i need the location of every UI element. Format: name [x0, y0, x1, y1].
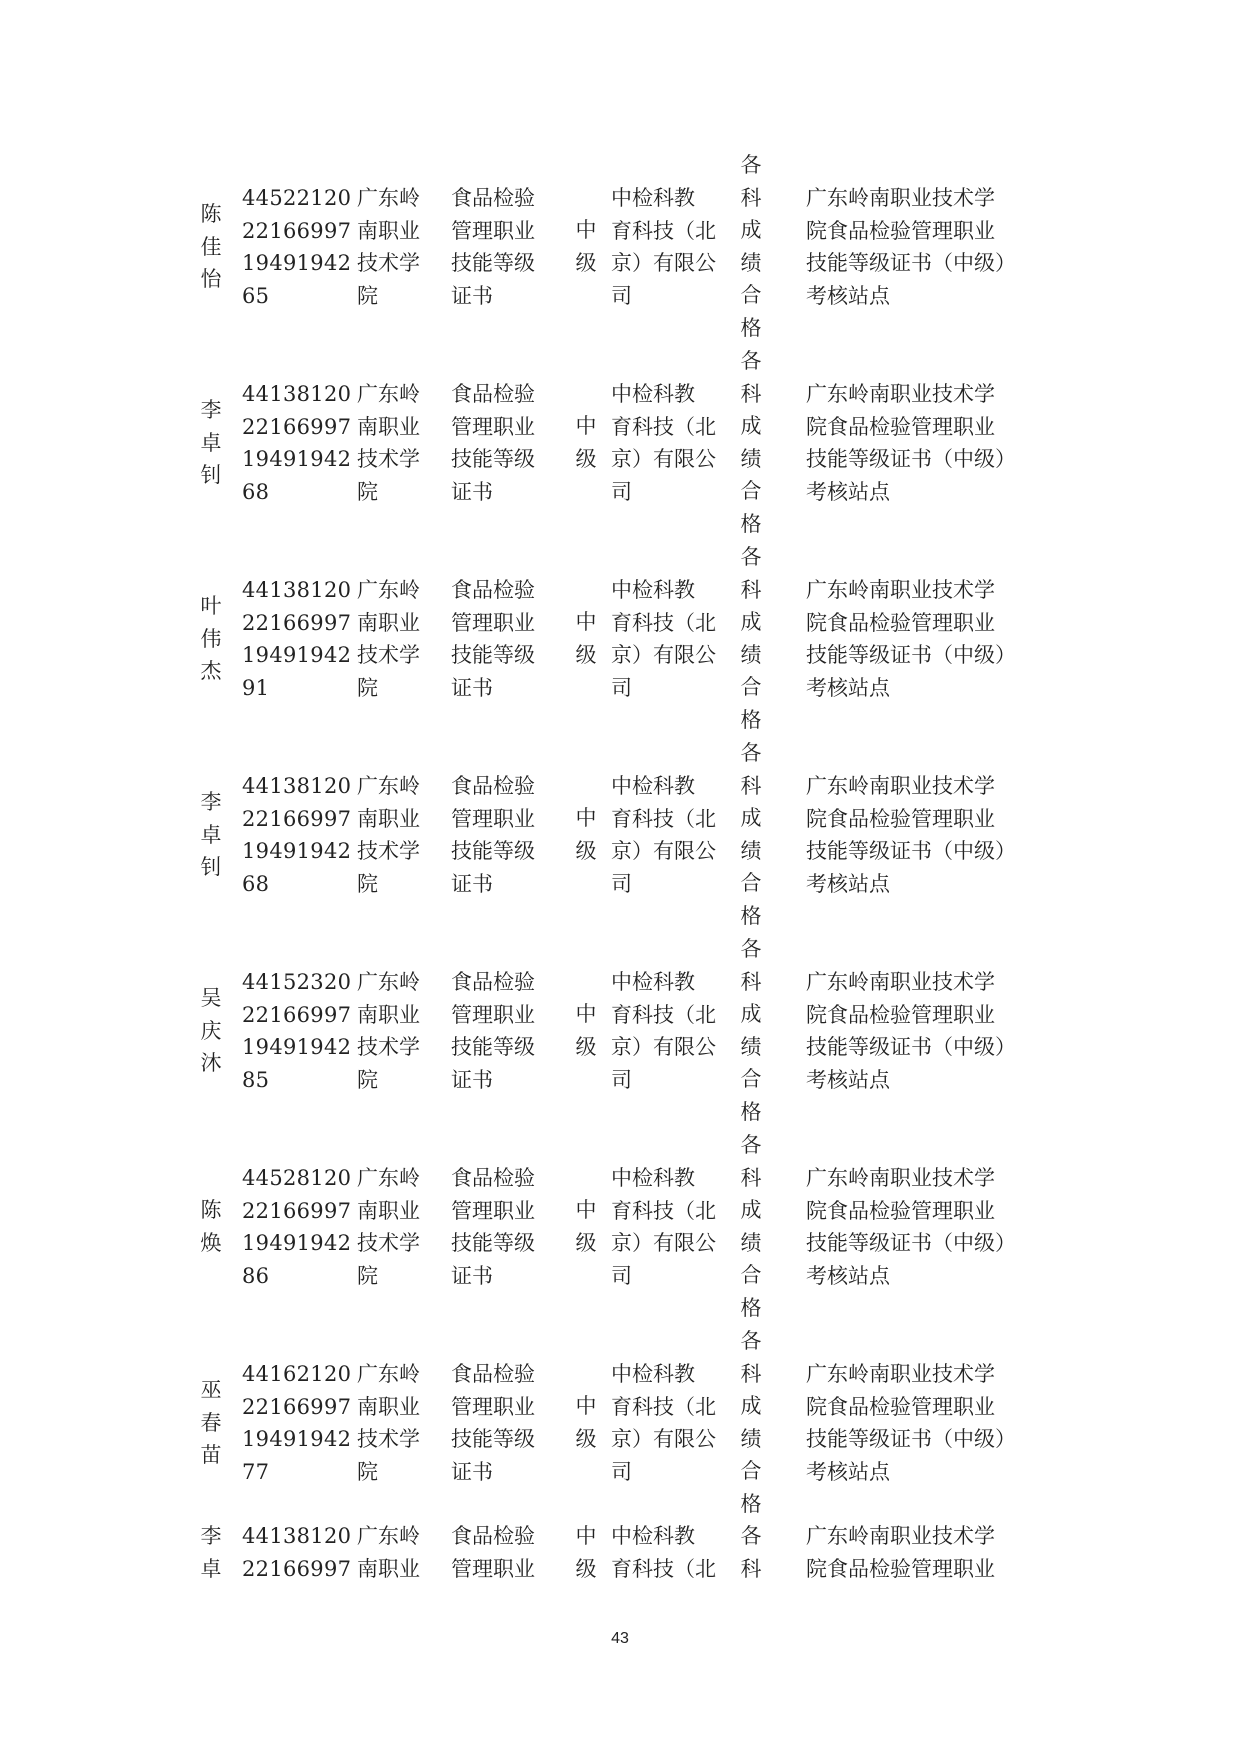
result-cell: 各 科 成 绩 合 格: [740, 349, 762, 536]
name-cell: 李 卓 钊: [200, 790, 222, 879]
page-number: 43: [611, 1630, 629, 1647]
id-number-cell: 44138120 22166997 19491942 68: [242, 774, 352, 896]
exam-site-cell: 广东岭南职业技术学 院食品检验管理职业: [806, 1524, 995, 1581]
school-cell: 广东岭 南职业 技术学 院: [357, 774, 420, 896]
organization-cell: 中检科教 育科技（北: [611, 1524, 716, 1581]
organization-cell: 中检科教 育科技（北 京）有限公 司: [611, 382, 716, 504]
certificate-cell: 食品检验 管理职业 技能等级 证书: [451, 774, 535, 896]
certificate-cell: 食品检验 管理职业 技能等级 证书: [451, 186, 535, 308]
certificate-cell: 食品检验 管理职业 技能等级 证书: [451, 382, 535, 504]
name-cell: 李 卓 钊: [200, 398, 222, 487]
school-cell: 广东岭 南职业 技术学 院: [357, 1166, 420, 1288]
school-cell: 广东岭 南职业 技术学 院: [357, 382, 420, 504]
level-cell: 中 级: [575, 218, 597, 275]
level-cell: 中 级: [575, 1002, 597, 1059]
level-cell: 中 级: [575, 806, 597, 863]
school-cell: 广东岭 南职业 技术学 院: [357, 1362, 420, 1484]
exam-site-cell: 广东岭南职业技术学 院食品检验管理职业 技能等级证书（中级） 考核站点: [806, 1166, 1016, 1288]
school-cell: 广东岭 南职业 技术学 院: [357, 186, 420, 308]
result-cell: 各 科 成 绩 合 格: [740, 1329, 762, 1516]
name-cell: 叶 伟 杰: [200, 594, 222, 683]
exam-site-cell: 广东岭南职业技术学 院食品检验管理职业 技能等级证书（中级） 考核站点: [806, 578, 1016, 700]
level-cell: 中 级: [575, 1198, 597, 1255]
name-cell: 李 卓: [200, 1524, 222, 1581]
school-cell: 广东岭 南职业 技术学 院: [357, 578, 420, 700]
result-cell: 各 科 成 绩 合 格: [740, 153, 762, 340]
certificate-cell: 食品检验 管理职业: [451, 1524, 535, 1581]
level-cell: 中 级: [575, 414, 597, 471]
name-cell: 陈 佳 怡: [200, 202, 222, 291]
result-cell: 各 科 成 绩 合 格: [740, 937, 762, 1124]
school-cell: 广东岭 南职业 技术学 院: [357, 970, 420, 1092]
exam-site-cell: 广东岭南职业技术学 院食品检验管理职业 技能等级证书（中级） 考核站点: [806, 774, 1016, 896]
id-number-cell: 44138120 22166997: [242, 1524, 352, 1581]
id-number-cell: 44162120 22166997 19491942 77: [242, 1362, 352, 1484]
id-number-cell: 44528120 22166997 19491942 86: [242, 1166, 352, 1288]
result-cell: 各 科 成 绩 合 格: [740, 741, 762, 928]
organization-cell: 中检科教 育科技（北 京）有限公 司: [611, 774, 716, 896]
organization-cell: 中检科教 育科技（北 京）有限公 司: [611, 970, 716, 1092]
exam-site-cell: 广东岭南职业技术学 院食品检验管理职业 技能等级证书（中级） 考核站点: [806, 1362, 1016, 1484]
exam-site-cell: 广东岭南职业技术学 院食品检验管理职业 技能等级证书（中级） 考核站点: [806, 186, 1016, 308]
organization-cell: 中检科教 育科技（北 京）有限公 司: [611, 186, 716, 308]
exam-site-cell: 广东岭南职业技术学 院食品检验管理职业 技能等级证书（中级） 考核站点: [806, 382, 1016, 504]
exam-site-cell: 广东岭南职业技术学 院食品检验管理职业 技能等级证书（中级） 考核站点: [806, 970, 1016, 1092]
level-cell: 中 级: [575, 1524, 597, 1581]
id-number-cell: 44522120 22166997 19491942 65: [242, 186, 352, 308]
school-cell: 广东岭 南职业: [357, 1524, 420, 1581]
name-cell: 巫 春 苗: [200, 1378, 222, 1467]
name-cell: 陈 焕: [200, 1198, 222, 1255]
level-cell: 中 级: [575, 1394, 597, 1451]
organization-cell: 中检科教 育科技（北 京）有限公 司: [611, 578, 716, 700]
id-number-cell: 44152320 22166997 19491942 85: [242, 970, 352, 1092]
result-cell: 各 科: [740, 1524, 762, 1581]
certificate-cell: 食品检验 管理职业 技能等级 证书: [451, 1362, 535, 1484]
name-cell: 吴 庆 沐: [200, 986, 222, 1075]
result-cell: 各 科 成 绩 合 格: [740, 1133, 762, 1320]
id-number-cell: 44138120 22166997 19491942 68: [242, 382, 352, 504]
result-cell: 各 科 成 绩 合 格: [740, 545, 762, 732]
certificate-cell: 食品检验 管理职业 技能等级 证书: [451, 970, 535, 1092]
id-number-cell: 44138120 22166997 19491942 91: [242, 578, 352, 700]
organization-cell: 中检科教 育科技（北 京）有限公 司: [611, 1362, 716, 1484]
organization-cell: 中检科教 育科技（北 京）有限公 司: [611, 1166, 716, 1288]
certificate-cell: 食品检验 管理职业 技能等级 证书: [451, 578, 535, 700]
level-cell: 中 级: [575, 610, 597, 667]
certificate-cell: 食品检验 管理职业 技能等级 证书: [451, 1166, 535, 1288]
